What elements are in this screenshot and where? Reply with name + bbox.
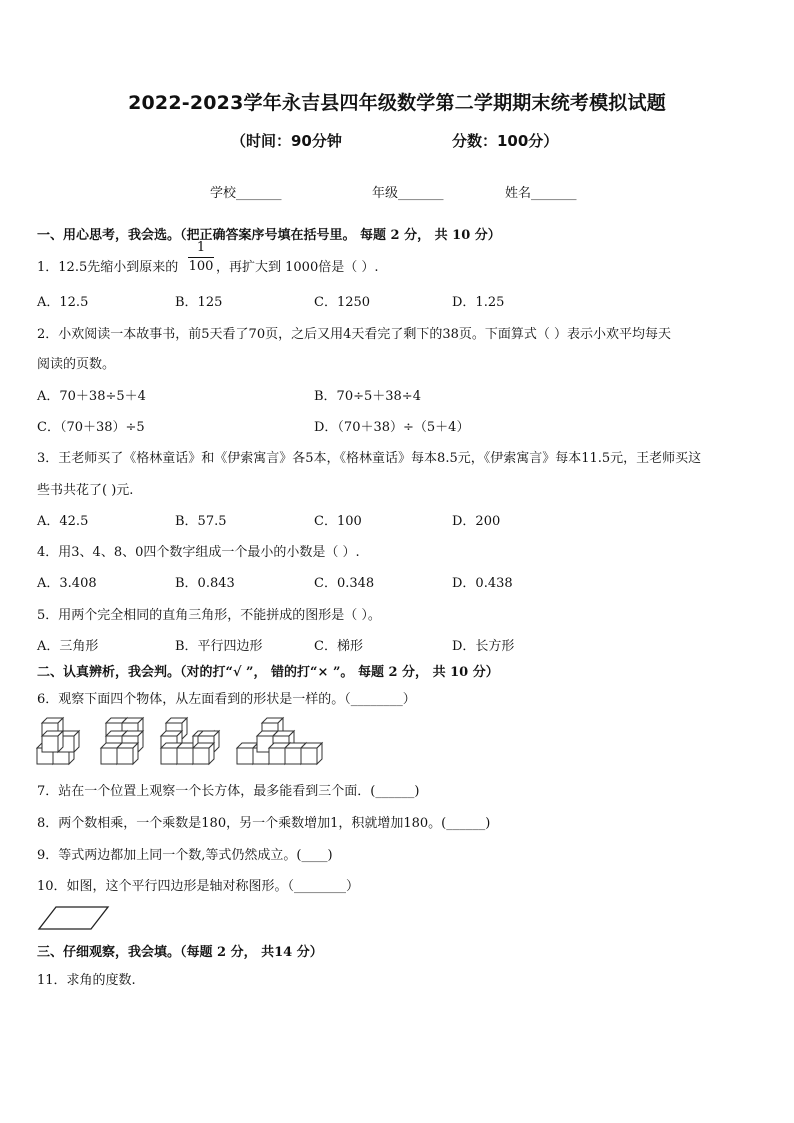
- q10-text: 10．如图，这个平行四边形是轴对称图形。（________）: [37, 879, 360, 894]
- q4-line-1: 4．用3、4、8、0四个数字组成一个最小的小数是（ ）.: [37, 545, 360, 560]
- q3-option-a: A．42.5: [37, 514, 89, 529]
- q5-option-a: A．三角形: [37, 639, 99, 654]
- fraction-bar: [188, 257, 214, 258]
- q5-option-d: D．长方形: [452, 639, 515, 654]
- q8-text: 8．两个数相乘，一个乘数是180，另一个乘数增加1，积就增加180。(______): [37, 816, 491, 831]
- q2-option-a: A．70＋38÷5＋4: [37, 389, 146, 404]
- q1-fraction: [188, 240, 214, 275]
- q3-line-1: 3．王老师买了《格林童话》和《伊索寓言》各5本，《格林童话》每本8.5元，《伊索寓言》每本11.5元，王老师买这: [37, 451, 702, 466]
- q2-line-2: 阅读的页数。: [37, 357, 116, 372]
- q2-option-d: D．（70＋38）÷（5＋4）: [314, 420, 470, 435]
- section-3-heading: 三、仔细观察，我会填。（每题 2 分， 共14 分）: [37, 945, 323, 960]
- q9-text: 9．等式两边都加上同一个数,等式仍然成立。(____): [37, 848, 333, 863]
- q7-text: 7．站在一个位置上观察一个长方体，最多能看到三个面．(______): [37, 784, 420, 799]
- q5-option-c: C．梯形: [314, 639, 363, 654]
- cube-figure-1: [37, 718, 79, 764]
- fraction-numerator: 1: [196, 240, 206, 255]
- q11-text: 11．求角的度数.: [37, 973, 136, 988]
- q10-parallelogram: [36, 904, 112, 932]
- q2-line-1: 2．小欢阅读一本故事书，前5天看了70页，之后又用4天看完了剩下的38页。下面算式（ ）表示小欢平均每天: [37, 327, 672, 342]
- cube-figure-2: [101, 718, 143, 764]
- q2-option-c: C．（70＋38）÷5: [37, 420, 145, 435]
- q4-option-a: A．3.408: [37, 576, 97, 591]
- q3-line-2: 些书共花了( )元.: [37, 483, 134, 498]
- q4-option-d: D．0.438: [452, 576, 513, 591]
- cube-figure-4: [237, 718, 322, 764]
- fraction-denominator: 100: [188, 259, 214, 274]
- section-2-heading: 二、认真辨析，我会判。（对的打“√ ”， 错的打“× ”。 每题 2 分， 共 10 分）: [37, 665, 499, 680]
- q6-text: 6．观察下面四个物体，从左面看到的形状是一样的。（________）: [37, 692, 416, 707]
- school-field: 学校_______: [210, 186, 282, 201]
- q6-cube-figures: [36, 712, 326, 768]
- q1-option-c: C．1250: [314, 295, 371, 310]
- q1-text-pre: 1．12.5先缩小到原来的: [37, 260, 179, 275]
- q4-option-c: C．0.348: [314, 576, 375, 591]
- q3-option-b: B．57.5: [175, 514, 227, 529]
- q3-option-c: C．100: [314, 514, 362, 529]
- q5-line-1: 5．用两个完全相同的直角三角形，不能拼成的图形是（ ）。: [37, 608, 381, 623]
- exam-score: 分数：100分）: [452, 132, 559, 150]
- exam-time: （时间：90分钟: [231, 132, 342, 150]
- section-1-heading: 一、用心思考，我会选。（把正确答案序号填在括号里。 每题 2 分， 共 10 分）: [37, 228, 501, 243]
- q4-option-b: B．0.843: [175, 576, 235, 591]
- q1-text-post: ，再扩大到 1000倍是（ ）.: [216, 260, 379, 275]
- cube-figure-3: [161, 718, 219, 764]
- q1-option-a: A．12.5: [37, 295, 89, 310]
- page-title: 2022-2023学年永吉县四年级数学第二学期期末统考模拟试题: [128, 92, 666, 114]
- q2-option-b: B．70÷5＋38÷4: [314, 389, 421, 404]
- grade-field: 年级_______: [372, 186, 444, 201]
- q1-option-b: B．125: [175, 295, 223, 310]
- q5-option-b: B．平行四边形: [175, 639, 263, 654]
- q1-option-d: D．1.25: [452, 295, 505, 310]
- q3-option-d: D．200: [452, 514, 501, 529]
- name-field: 姓名_______: [505, 186, 577, 201]
